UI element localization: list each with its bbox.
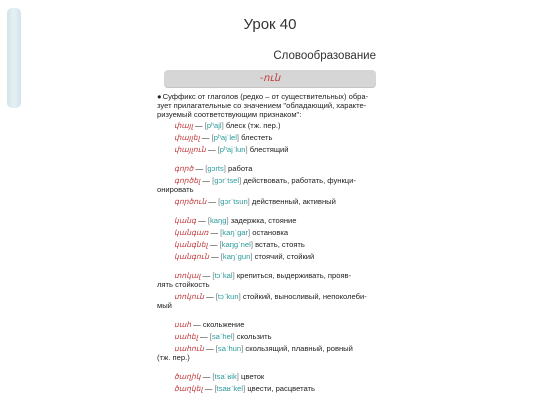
armenian-word: կանգ [174,216,197,225]
dash-separator: — [200,176,213,185]
dash-separator: — [197,332,210,341]
bracket-close: ] [226,216,229,225]
translation: стойкий, выносливый, непоколеби- [242,292,367,301]
bullet-icon: ● [157,92,162,101]
dash-separator: — [208,252,221,261]
bracket-open: [ [215,292,218,301]
bracket-close: ] [238,292,241,301]
dictionary-entry [157,320,377,329]
bracket-close: ] [236,133,240,142]
armenian-word: կանգուն [174,252,209,261]
armenian-word: գործել [174,176,201,185]
dash-separator: — [203,292,216,301]
translation: скользить [236,332,272,341]
translation: цвести, расцветать [247,384,315,393]
suffix-banner [164,70,376,88]
dictionary-entry [157,384,377,393]
bracket-close: ] [223,164,226,173]
translation: блестеть [241,133,273,142]
dash-separator: — [200,271,213,280]
bracket-open: [ [205,164,208,173]
dash-separator: — [191,320,203,329]
suffix-label: -ուն [259,73,281,84]
armenian-word: տոկուն [174,292,204,301]
dictionary-entry [157,145,377,154]
bracket-open: [ [212,271,215,280]
word-group [157,271,377,310]
bracket-open: [ [211,133,214,142]
bracket-open: [ [212,372,215,381]
transcription: gɔrˈtsel [214,176,240,185]
bracket-open: [ [207,216,210,225]
dictionary-entry [157,292,377,310]
armenian-word: տոկալ [174,271,201,280]
dictionary-entry [157,372,377,381]
armenian-word: ծաղիկ [174,372,201,381]
lesson-content [157,92,377,396]
bracket-close: ] [232,271,235,280]
bracket-open: [ [209,332,212,341]
bracket-close: ] [250,240,253,249]
translation-continued: лять стойкость [157,280,210,289]
armenian-word: կանգնել [174,240,208,249]
bracket-open: [ [204,121,207,130]
dictionary-entry [157,271,377,289]
transcription: pʰajl [206,121,222,130]
armenian-word: սահել [174,332,198,341]
translation: цветок [241,372,265,381]
bracket-close: ] [248,228,251,237]
translation: работа [228,164,253,173]
dash-separator: — [202,384,215,393]
intro-paragraph [157,92,377,119]
transcription: pʰajˈlun [219,145,246,154]
transcription: tsaˈʁik [214,372,237,381]
dash-separator: — [208,228,221,237]
translation: блеск (тж. пер.) [225,121,281,130]
armenian-word: կանգառ [174,228,209,237]
dash-separator: — [203,344,216,353]
dictionary-entry [157,332,377,341]
armenian-word: ծաղկել [174,384,203,393]
bracket-close: ] [245,145,248,154]
bracket-open: [ [218,197,221,206]
translation: остановка [252,228,289,237]
translation: блестящий [249,145,289,154]
translation: действенный, активный [251,197,336,206]
dictionary-entry [157,216,377,225]
word-group [157,164,377,206]
armenian-word: փայլուն [174,145,206,154]
transcription: pʰajˈlel [213,133,237,142]
dictionary-entry [157,344,377,362]
page-title: Урок 40 [243,16,297,33]
bracket-close: ] [239,176,242,185]
intro-line: зует прилагательные со значением "обладающий, характе- [157,101,367,110]
bracket-open: [ [215,344,218,353]
dash-separator: — [206,197,219,206]
section-title: Словообразование [273,50,376,62]
translation: стоячий, стойкий [254,252,315,261]
dictionary-entry [157,176,377,194]
word-group [157,121,377,154]
dictionary-entry [157,133,377,142]
armenian-word: փայլել [174,133,200,142]
armenian-word: սահուն [174,344,204,353]
bracket-close: ] [236,372,239,381]
dictionary-entry [157,252,377,261]
translation: скольжение [202,320,245,329]
dash-separator: — [196,216,208,225]
dictionary-entry [157,164,377,173]
dash-separator: — [192,121,205,130]
dictionary-entry [157,228,377,237]
armenian-word: գործ [174,164,194,173]
translation: действовать, работать, функци- [243,176,356,185]
transcription: kaŋˈgun [222,252,251,261]
transcription: saˈhun [217,344,242,353]
bracket-close: ] [232,332,235,341]
transcription: saˈhel [211,332,233,341]
dash-separator: — [199,133,212,142]
dictionary-entry [157,197,377,206]
bracket-close: ] [221,121,224,130]
armenian-word: փայլ [174,121,193,130]
dash-separator: — [205,145,218,154]
translation: скользящий, плавный, ровный [245,344,353,353]
translation: крепиться, выдерживать, прояв- [236,271,352,280]
transcription: kaŋg [209,216,227,225]
transcription: kaŋˈgar [222,228,249,237]
dash-separator: — [200,372,213,381]
dash-separator: — [207,240,220,249]
word-group [157,372,377,393]
intro-line: ризуемый соответствующим признаком": [157,110,302,119]
dash-separator: — [193,164,206,173]
transcription: tsaʁˈkel [216,384,244,393]
translation-continued: мый [157,301,172,310]
armenian-word: գործուն [174,197,207,206]
transcription: gɔrˈtsun [220,197,248,206]
word-groups [157,121,377,393]
translation-continued: онировать [157,185,194,194]
bracket-open: [ [219,240,222,249]
armenian-word: սահ [174,320,192,329]
translation: встать, стоять [255,240,305,249]
bracket-open: [ [214,384,217,393]
intro-line: Суффикс от глаголов (редко – от существительных) обра- [162,92,369,101]
bracket-close: ] [250,252,253,261]
dictionary-entry [157,121,377,130]
bracket-open: [ [212,176,215,185]
word-group [157,320,377,362]
bracket-open: [ [220,228,223,237]
transcription: kaŋgˈnel [221,240,251,249]
bracket-open: [ [217,145,220,154]
translation: задержка, стояние [230,216,297,225]
transcription: tɔˈkal [214,271,233,280]
dictionary-entry [157,240,377,249]
transcription: tɔˈkun [217,292,239,301]
word-group [157,216,377,261]
bracket-close: ] [247,197,250,206]
bracket-close: ] [241,344,244,353]
bracket-open: [ [220,252,223,261]
transcription: gɔrts [207,164,224,173]
bracket-close: ] [243,384,246,393]
translation-continued: (тж. пер.) [157,353,190,362]
